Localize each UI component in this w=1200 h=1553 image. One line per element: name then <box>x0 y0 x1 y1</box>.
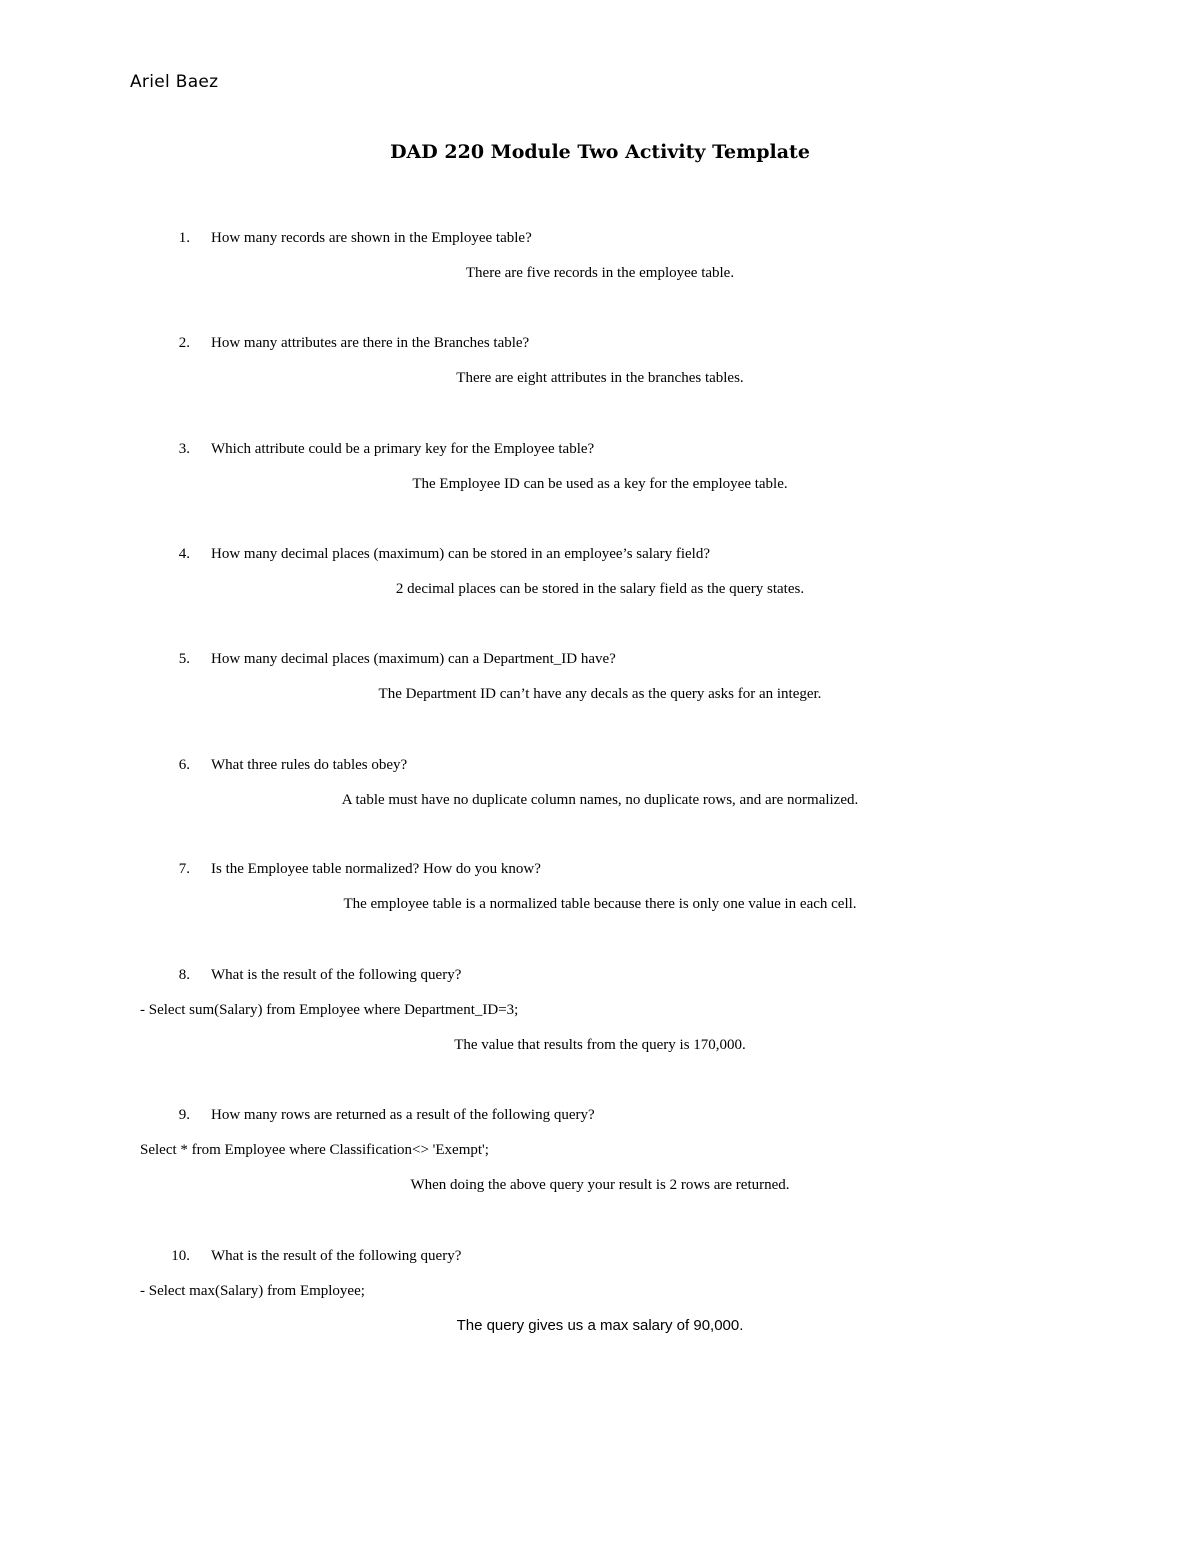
question-number: 2. <box>178 335 190 351</box>
question-number: 9. <box>178 1107 190 1123</box>
question-text: Is the Employee table normalized? How do you know? <box>211 861 541 877</box>
question-text: How many decimal places (maximum) can a Department_ID have? <box>211 651 616 667</box>
question-5 <box>0 649 1200 669</box>
query-9: Select * from Employee where Classification<> 'Exempt'; <box>140 1142 489 1158</box>
question-3 <box>0 439 1200 459</box>
question-number: 7. <box>178 861 190 877</box>
question-text: What is the result of the following query? <box>211 1248 462 1264</box>
question-6 <box>0 755 1200 775</box>
question-text: How many records are shown in the Employee table? <box>211 230 532 246</box>
question-4 <box>0 544 1200 564</box>
answer-5: The Department ID can’t have any decals as the query asks for an integer. <box>378 686 822 702</box>
question-10 <box>0 1246 1200 1266</box>
question-number: 8. <box>178 967 190 983</box>
answer-7: The employee table is a normalized table because there is only one value in each cell. <box>343 896 857 912</box>
question-2 <box>0 333 1200 353</box>
question-1 <box>0 228 1200 248</box>
question-number: 3. <box>178 441 190 457</box>
question-8 <box>0 965 1200 985</box>
answer-2: There are eight attributes in the branches tables. <box>456 370 744 386</box>
question-text: How many rows are returned as a result of the following query? <box>211 1107 595 1123</box>
question-number: 1. <box>178 230 190 246</box>
question-text: How many decimal places (maximum) can be stored in an employee’s salary field? <box>211 546 710 562</box>
question-text: What is the result of the following query? <box>211 967 462 983</box>
question-7 <box>0 859 1200 879</box>
document-title: DAD 220 Module Two Activity Template <box>390 141 810 163</box>
question-number: 5. <box>178 651 190 667</box>
question-text: How many attributes are there in the Branches table? <box>211 335 530 351</box>
question-number: 4. <box>178 546 190 562</box>
query-10: - Select max(Salary) from Employee; <box>140 1283 365 1299</box>
answer-4: 2 decimal places can be stored in the salary field as the query states. <box>395 581 805 597</box>
question-9 <box>0 1105 1200 1125</box>
answer-3: The Employee ID can be used as a key for the employee table. <box>412 476 788 492</box>
answer-8: The value that results from the query is 170,000. <box>454 1037 746 1053</box>
answer-1: There are five records in the employee table. <box>465 265 735 281</box>
question-number: 6. <box>178 757 190 773</box>
question-text: Which attribute could be a primary key for the Employee table? <box>211 441 595 457</box>
query-8: - Select sum(Salary) from Employee where Department_ID=3; <box>140 1002 519 1018</box>
question-number: 10. <box>171 1248 190 1264</box>
question-text: What three rules do tables obey? <box>211 757 408 773</box>
answer-9: When doing the above query your result is 2 rows are returned. <box>410 1177 790 1193</box>
answer-6: A table must have no duplicate column names, no duplicate rows, and are normalized. <box>341 792 859 808</box>
author-name: Ariel Baez <box>130 72 219 92</box>
answer-10: The query gives us a max salary of 90,000. <box>456 1317 744 1334</box>
